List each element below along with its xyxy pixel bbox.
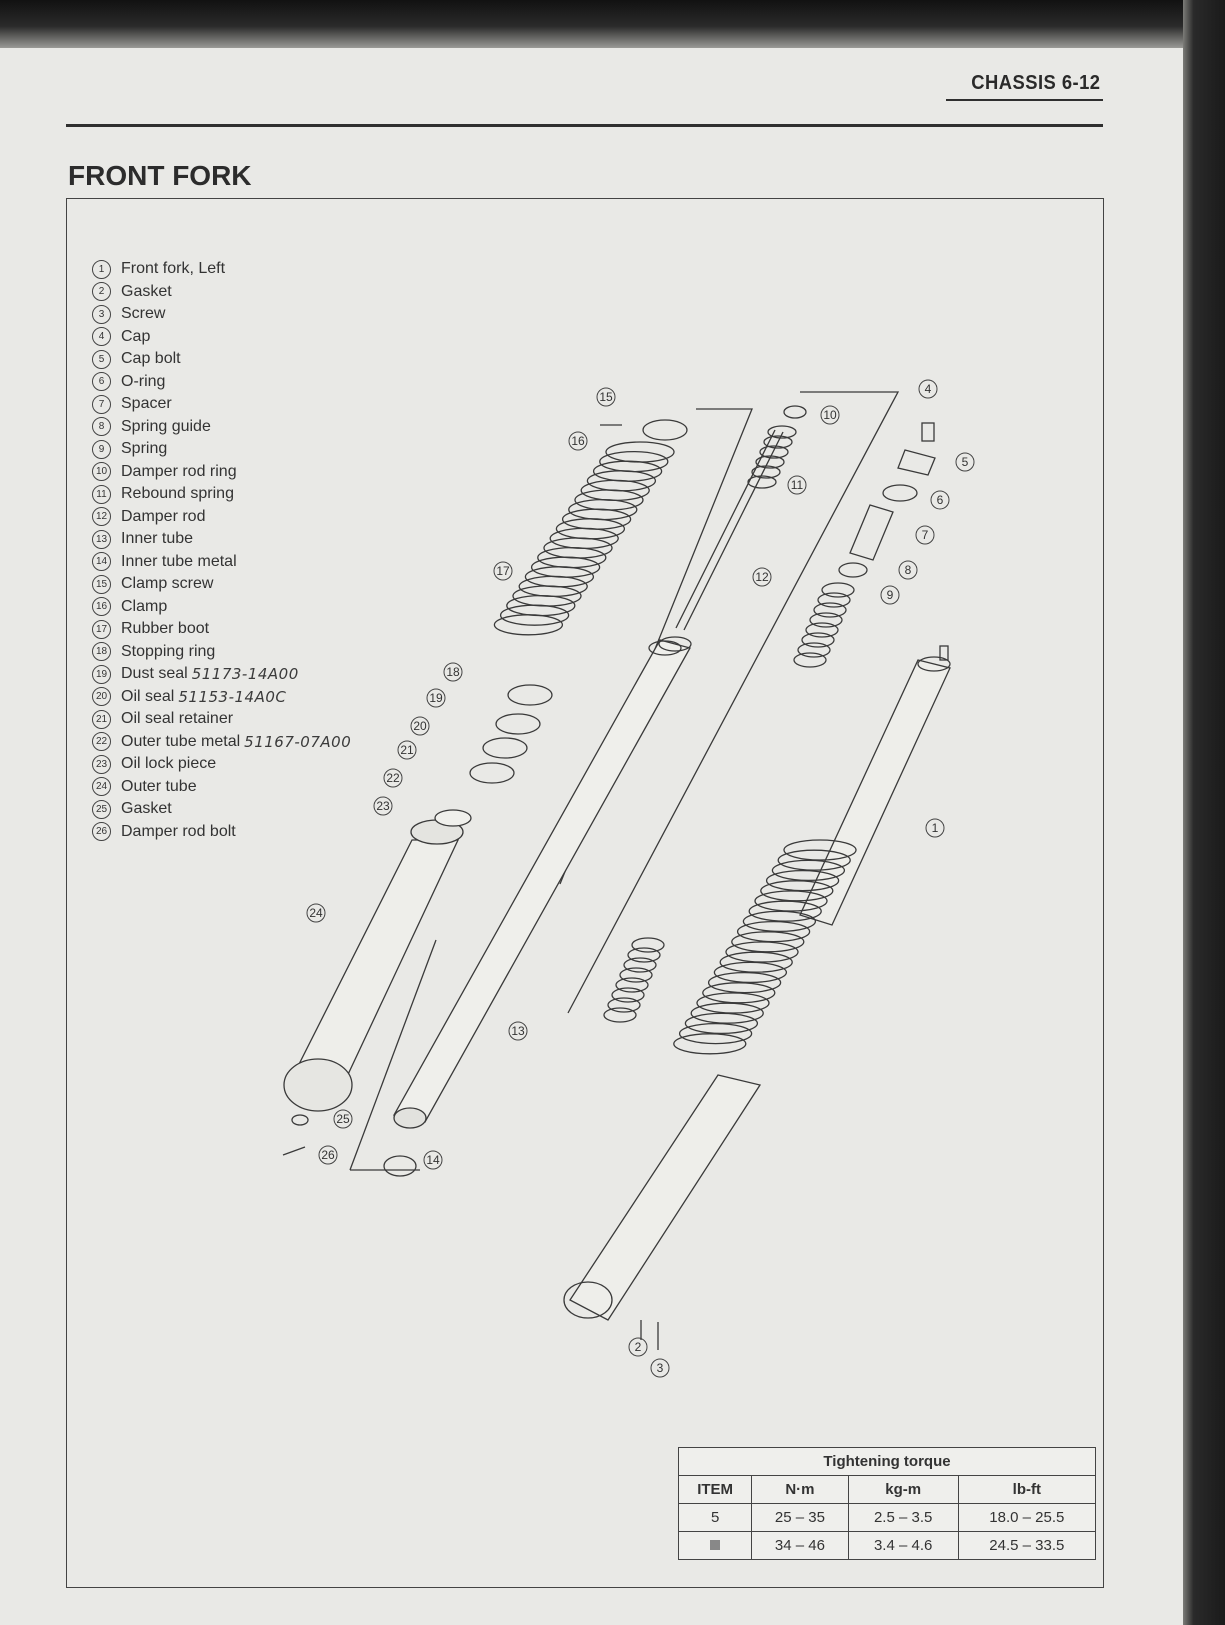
part-label: Cap bbox=[121, 327, 151, 345]
callout-label: 15 bbox=[599, 390, 613, 404]
seal-stack-drawing bbox=[470, 685, 552, 783]
part-number: 20 bbox=[92, 687, 111, 706]
callout-label: 25 bbox=[336, 1112, 350, 1126]
part-label: Spacer bbox=[121, 395, 172, 413]
rubber-boot-drawing bbox=[494, 442, 674, 635]
part-label: Cap bolt bbox=[121, 350, 181, 368]
callout-label: 18 bbox=[446, 665, 460, 679]
part-label: Oil seal bbox=[121, 687, 175, 705]
nm-cell: 25 – 35 bbox=[752, 1504, 848, 1532]
part-label: O-ring bbox=[121, 372, 166, 390]
item-cell: 5 bbox=[679, 1504, 752, 1532]
damper-rod-bolt-symbol-icon bbox=[710, 1540, 720, 1550]
item-cell bbox=[679, 1532, 752, 1560]
part-label: Inner tube metal bbox=[121, 552, 237, 570]
part-label: Clamp bbox=[121, 597, 168, 615]
lbft-cell: 18.0 – 25.5 bbox=[958, 1504, 1095, 1532]
part-number: 10 bbox=[92, 462, 111, 481]
part-number: 9 bbox=[92, 440, 111, 459]
callout-label: 2 bbox=[634, 1340, 642, 1354]
callout-label: 1 bbox=[931, 821, 939, 835]
part-label: Damper rod ring bbox=[121, 462, 237, 480]
callout-label: 17 bbox=[496, 564, 510, 578]
callout-label: 26 bbox=[321, 1148, 335, 1162]
callout-label: 16 bbox=[571, 434, 585, 448]
torque-table-title: Tightening torque bbox=[679, 1448, 1096, 1476]
lbft-cell: 24.5 – 33.5 bbox=[958, 1532, 1095, 1560]
nm-cell: 34 – 46 bbox=[752, 1532, 848, 1560]
part-number: 26 bbox=[92, 822, 111, 841]
part-label: Stopping ring bbox=[121, 642, 216, 660]
part-number: 13 bbox=[92, 530, 111, 549]
callout-label: 22 bbox=[386, 771, 400, 785]
handwritten-part-number: 51173-14A00 bbox=[191, 665, 299, 684]
part-label: Oil lock piece bbox=[121, 755, 217, 773]
callout-label: 20 bbox=[413, 719, 427, 733]
clamp-drawing bbox=[643, 420, 687, 440]
table-row bbox=[679, 1532, 1096, 1560]
part-number: 21 bbox=[92, 710, 111, 729]
callout-label: 6 bbox=[936, 493, 944, 507]
part-number: 1 bbox=[92, 260, 111, 279]
handwritten-part-number: 51167-07A00 bbox=[244, 732, 352, 751]
spring-lower-drawing bbox=[604, 938, 664, 1022]
kgm-cell: 3.4 – 4.6 bbox=[848, 1532, 958, 1560]
part-number: 17 bbox=[92, 620, 111, 639]
part-label: Inner tube bbox=[121, 530, 194, 548]
callout-label: 5 bbox=[961, 455, 969, 469]
part-label: Dust seal bbox=[121, 665, 188, 683]
callout-label: 12 bbox=[755, 570, 769, 584]
spring-drawing bbox=[794, 583, 854, 667]
inner-tube-metal-drawing bbox=[384, 1156, 416, 1176]
part-number: 6 bbox=[92, 372, 111, 391]
part-label: Rebound spring bbox=[121, 485, 234, 503]
part-number: 3 bbox=[92, 305, 111, 324]
part-label: Gasket bbox=[121, 800, 172, 818]
part-number: 12 bbox=[92, 507, 111, 526]
part-number: 5 bbox=[92, 350, 111, 369]
callout-label: 10 bbox=[823, 408, 837, 422]
part-label: Outer tube metal bbox=[121, 732, 241, 750]
part-number: 7 bbox=[92, 395, 111, 414]
part-label: Rubber boot bbox=[121, 620, 210, 638]
callout-label: 3 bbox=[656, 1361, 664, 1375]
part-number: 24 bbox=[92, 777, 111, 796]
col-header-nm: N·m bbox=[752, 1476, 848, 1504]
part-number: 22 bbox=[92, 732, 111, 751]
callout-label: 7 bbox=[921, 528, 929, 542]
part-label: Spring bbox=[121, 440, 168, 458]
part-number: 19 bbox=[92, 665, 111, 684]
part-label: Damper rod bolt bbox=[121, 822, 236, 840]
part-label: Gasket bbox=[121, 282, 172, 300]
part-label: Clamp screw bbox=[121, 575, 214, 593]
callout-label: 23 bbox=[376, 799, 390, 813]
spring-guide-drawing bbox=[839, 563, 867, 577]
part-number: 23 bbox=[92, 755, 111, 774]
part-number: 2 bbox=[92, 282, 111, 301]
callout-label: 13 bbox=[511, 1024, 525, 1038]
part-number: 8 bbox=[92, 417, 111, 436]
section-header: CHASSIS 6-12 bbox=[970, 72, 1100, 94]
damper-rod-bolt-drawing bbox=[283, 1147, 305, 1155]
part-number: 15 bbox=[92, 575, 111, 594]
page-title: FRONT FORK bbox=[68, 160, 252, 191]
col-header-kgm: kg-m bbox=[848, 1476, 958, 1504]
part-number: 16 bbox=[92, 597, 111, 616]
callout-label: 19 bbox=[429, 691, 443, 705]
callout-label: 9 bbox=[886, 588, 894, 602]
kgm-cell: 2.5 – 3.5 bbox=[848, 1504, 958, 1532]
callout-label: 21 bbox=[400, 743, 414, 757]
part-label: Screw bbox=[121, 305, 166, 323]
handwritten-part-number: 51153-14A0C bbox=[178, 687, 287, 706]
damper-rod-drawing bbox=[676, 430, 775, 628]
callout-label: 4 bbox=[924, 382, 932, 396]
cap-bolt-drawing bbox=[898, 450, 935, 475]
callout-label: 11 bbox=[790, 478, 804, 492]
col-header-item: ITEM bbox=[679, 1476, 752, 1504]
bracket-line bbox=[568, 392, 898, 1013]
tightening-torque-table bbox=[678, 1447, 1096, 1560]
part-number: 18 bbox=[92, 642, 111, 661]
cap-drawing bbox=[922, 423, 934, 441]
part-label: Oil seal retainer bbox=[121, 710, 234, 728]
callout-label: 8 bbox=[904, 563, 912, 577]
callout-label: 14 bbox=[426, 1153, 440, 1167]
o-ring-drawing bbox=[883, 485, 917, 501]
gasket-drawing bbox=[292, 1115, 308, 1125]
part-label: Damper rod bbox=[121, 507, 206, 525]
part-number: 25 bbox=[92, 800, 111, 819]
part-label: Spring guide bbox=[121, 417, 211, 435]
table-row bbox=[679, 1504, 1096, 1532]
part-number: 4 bbox=[92, 327, 111, 346]
spacer-drawing bbox=[850, 505, 893, 560]
part-number: 14 bbox=[92, 552, 111, 571]
callout-label: 24 bbox=[309, 906, 323, 920]
col-header-lbft: lb-ft bbox=[958, 1476, 1095, 1504]
part-number: 11 bbox=[92, 485, 111, 504]
part-label: Outer tube bbox=[121, 777, 197, 795]
part-label: Front fork, Left bbox=[121, 260, 226, 278]
damper-rod-ring-drawing bbox=[784, 406, 806, 418]
